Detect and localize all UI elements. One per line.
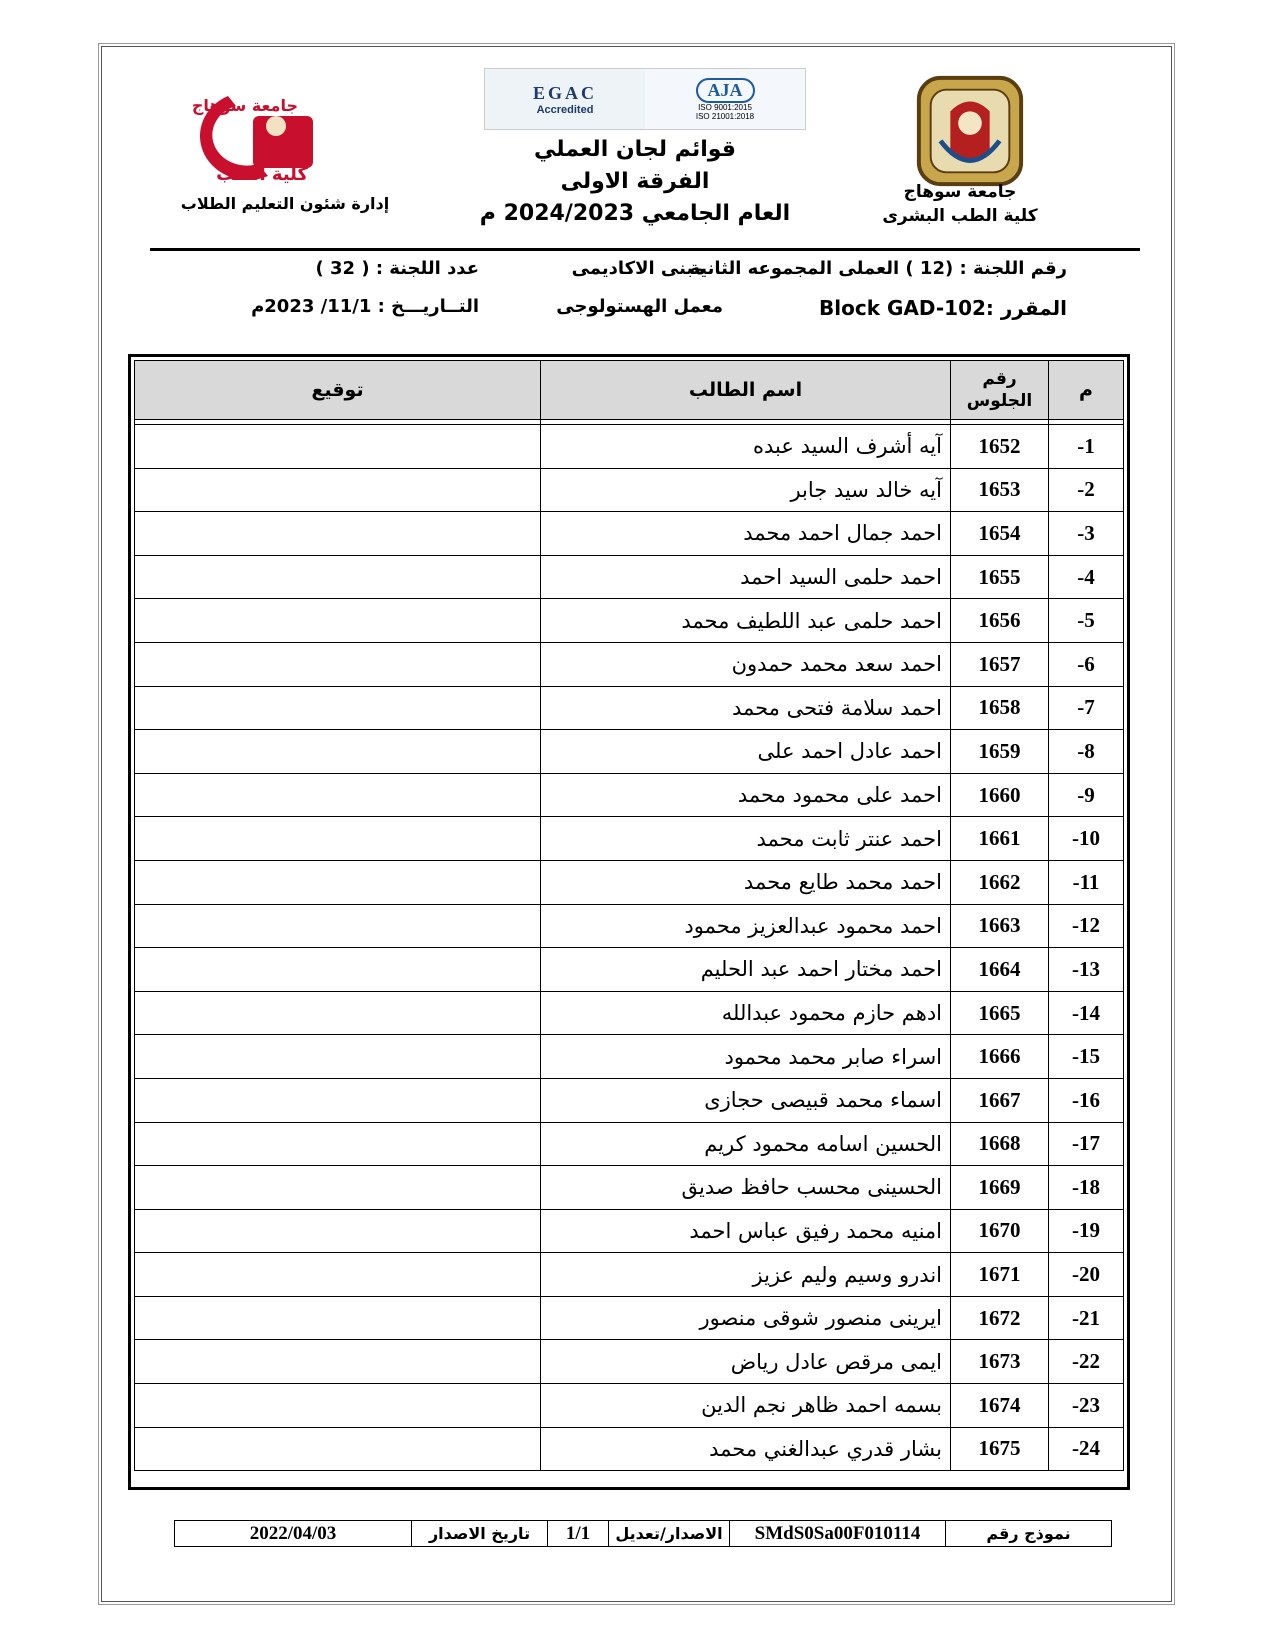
signature-cell[interactable] bbox=[135, 1253, 541, 1297]
student-name: احمد محمود عبدالعزيز محمود bbox=[541, 904, 951, 948]
table-row bbox=[135, 1384, 1124, 1428]
table-row bbox=[135, 1122, 1124, 1166]
row-index: -5 bbox=[1049, 599, 1124, 643]
table-row bbox=[135, 1166, 1124, 1210]
row-index: -11 bbox=[1049, 860, 1124, 904]
row-index: -6 bbox=[1049, 642, 1124, 686]
seat-number: 1668 bbox=[951, 1122, 1049, 1166]
table-row bbox=[135, 1078, 1124, 1122]
signature-cell[interactable] bbox=[135, 948, 541, 992]
student-name: ايمى مرقص عادل رياض bbox=[541, 1340, 951, 1384]
student-name: احمد مختار احمد عبد الحليم bbox=[541, 948, 951, 992]
student-name: احمد على محمود محمد bbox=[541, 773, 951, 817]
seat-number: 1670 bbox=[951, 1209, 1049, 1253]
seat-number: 1673 bbox=[951, 1340, 1049, 1384]
row-index: -20 bbox=[1049, 1253, 1124, 1297]
student-name: الحسينى محسب حافظ صديق bbox=[541, 1166, 951, 1210]
row-index: -23 bbox=[1049, 1384, 1124, 1428]
table-row bbox=[135, 1340, 1124, 1384]
seat-number: 1656 bbox=[951, 599, 1049, 643]
col-header-signature: توقيع bbox=[135, 361, 541, 420]
student-name: ايرينى منصور شوقى منصور bbox=[541, 1296, 951, 1340]
seat-number: 1672 bbox=[951, 1296, 1049, 1340]
signature-cell[interactable] bbox=[135, 730, 541, 774]
signature-cell[interactable] bbox=[135, 817, 541, 861]
table-row bbox=[135, 991, 1124, 1035]
issue-date-label: تاريخ الاصدار bbox=[411, 1521, 547, 1546]
student-name: احمد عادل احمد على bbox=[541, 730, 951, 774]
svg-text:جامعة سوهاج: جامعة سوهاج bbox=[191, 96, 298, 115]
seat-number: 1660 bbox=[951, 773, 1049, 817]
edition-label: الاصدار/تعديل bbox=[608, 1521, 729, 1546]
seat-number: 1661 bbox=[951, 817, 1049, 861]
seat-number: 1655 bbox=[951, 555, 1049, 599]
signature-cell[interactable] bbox=[135, 1166, 541, 1210]
seat-number: 1674 bbox=[951, 1384, 1049, 1428]
row-index: -4 bbox=[1049, 555, 1124, 599]
signature-cell[interactable] bbox=[135, 555, 541, 599]
form-footer bbox=[174, 1520, 1112, 1547]
student-name: احمد سعد محمد حمدون bbox=[541, 642, 951, 686]
table-row bbox=[135, 860, 1124, 904]
student-name: اندرو وسيم وليم عزيز bbox=[541, 1253, 951, 1297]
faculty-logo-icon bbox=[158, 76, 358, 186]
row-index: -10 bbox=[1049, 817, 1124, 861]
student-name: الحسين اسامه محمود كريم bbox=[541, 1122, 951, 1166]
seat-number: 1657 bbox=[951, 642, 1049, 686]
seat-number: 1663 bbox=[951, 904, 1049, 948]
student-name: ادهم حازم محمود عبدالله bbox=[541, 991, 951, 1035]
student-name: احمد سلامة فتحى محمد bbox=[541, 686, 951, 730]
table-row bbox=[135, 730, 1124, 774]
signature-cell[interactable] bbox=[135, 904, 541, 948]
seat-number: 1653 bbox=[951, 468, 1049, 512]
col-header-index: م bbox=[1049, 361, 1124, 420]
row-index: -18 bbox=[1049, 1166, 1124, 1210]
title-line1: قوائم لجان العملي bbox=[534, 137, 736, 162]
table-row bbox=[135, 1296, 1124, 1340]
signature-cell[interactable] bbox=[135, 773, 541, 817]
signature-cell[interactable] bbox=[135, 425, 541, 469]
student-name: اسماء محمد قبيصى حجازى bbox=[541, 1078, 951, 1122]
col-header-name: اسم الطالب bbox=[541, 361, 951, 420]
department-name: إدارة شئون التعليم الطلاب bbox=[180, 194, 390, 213]
seat-number: 1658 bbox=[951, 686, 1049, 730]
row-index: -7 bbox=[1049, 686, 1124, 730]
committee-number: رقم اللجنة : (12 ) العملى المجموعه الثانية bbox=[689, 258, 1067, 279]
lab-name: معمل الهستولوجى bbox=[556, 296, 723, 317]
col-header-seat: رقم الجلوس bbox=[951, 361, 1049, 420]
row-index: -24 bbox=[1049, 1427, 1124, 1471]
student-name: احمد حلمى عبد اللطيف محمد bbox=[541, 599, 951, 643]
student-name: احمد عنتر ثابت محمد bbox=[541, 817, 951, 861]
table-row bbox=[135, 555, 1124, 599]
row-index: -12 bbox=[1049, 904, 1124, 948]
seat-number: 1669 bbox=[951, 1166, 1049, 1210]
signature-cell[interactable] bbox=[135, 468, 541, 512]
table-row bbox=[135, 642, 1124, 686]
university-name: جامعة سوهاج bbox=[903, 182, 1017, 202]
seat-number: 1664 bbox=[951, 948, 1049, 992]
student-name: امنيه محمد رفيق عباس احمد bbox=[541, 1209, 951, 1253]
row-index: -3 bbox=[1049, 512, 1124, 556]
table-row bbox=[135, 904, 1124, 948]
seat-number: 1662 bbox=[951, 860, 1049, 904]
table-row bbox=[135, 1035, 1124, 1079]
table-row bbox=[135, 425, 1124, 469]
form-label: نموذج رقم bbox=[945, 1521, 1111, 1546]
table-row bbox=[135, 948, 1124, 992]
table-row bbox=[135, 817, 1124, 861]
issue-date: 2022/04/03 bbox=[249, 1522, 337, 1544]
table-row bbox=[135, 512, 1124, 556]
student-name: احمد حلمى السيد احمد bbox=[541, 555, 951, 599]
course: المقرر :Block GAD-102 bbox=[819, 296, 1067, 320]
signature-cell[interactable] bbox=[135, 642, 541, 686]
signature-cell[interactable] bbox=[135, 1427, 541, 1471]
student-name: احمد جمال احمد محمد bbox=[541, 512, 951, 556]
students-table bbox=[128, 354, 1130, 1490]
row-index: -19 bbox=[1049, 1209, 1124, 1253]
signature-cell[interactable] bbox=[135, 1384, 541, 1428]
row-index: -14 bbox=[1049, 991, 1124, 1035]
row-index: -8 bbox=[1049, 730, 1124, 774]
egac-logo: EGAC Accredited bbox=[485, 69, 645, 129]
student-name: آيه خالد سيد جابر bbox=[541, 468, 951, 512]
signature-cell[interactable] bbox=[135, 1035, 541, 1079]
faculty-name: كلية الطب البشرى bbox=[882, 206, 1038, 226]
table-row bbox=[135, 773, 1124, 817]
building: مبنى الاكاديمى bbox=[571, 258, 705, 279]
seat-number: 1666 bbox=[951, 1035, 1049, 1079]
header-rule bbox=[150, 248, 1140, 251]
table-row bbox=[135, 686, 1124, 730]
signature-cell[interactable] bbox=[135, 860, 541, 904]
table-row bbox=[135, 1427, 1124, 1471]
table-row bbox=[135, 468, 1124, 512]
aja-logo: AJA ISO 9001:2015 ISO 21001:2018 bbox=[645, 69, 805, 129]
signature-cell[interactable] bbox=[135, 1078, 541, 1122]
signature-cell[interactable] bbox=[135, 686, 541, 730]
seat-number: 1652 bbox=[951, 425, 1049, 469]
row-index: -2 bbox=[1049, 468, 1124, 512]
seat-number: 1667 bbox=[951, 1078, 1049, 1122]
university-seal-icon bbox=[911, 72, 1029, 190]
form-number: SMdS0Sa00F010114 bbox=[729, 1521, 945, 1546]
student-name: احمد محمد طايع محمد bbox=[541, 860, 951, 904]
title-line3: العام الجامعي 2024/2023 م bbox=[479, 201, 791, 226]
signature-cell[interactable] bbox=[135, 1122, 541, 1166]
signature-cell[interactable] bbox=[135, 599, 541, 643]
row-index: -13 bbox=[1049, 948, 1124, 992]
seat-number: 1654 bbox=[951, 512, 1049, 556]
seat-number: 1665 bbox=[951, 991, 1049, 1035]
row-index: -16 bbox=[1049, 1078, 1124, 1122]
signature-cell[interactable] bbox=[135, 1340, 541, 1384]
university-seal bbox=[905, 72, 1035, 194]
row-index: -17 bbox=[1049, 1122, 1124, 1166]
signature-cell[interactable] bbox=[135, 512, 541, 556]
signature-cell[interactable] bbox=[135, 1209, 541, 1253]
row-index: -22 bbox=[1049, 1340, 1124, 1384]
svg-text:كلية الطب: كلية الطب bbox=[216, 164, 308, 185]
faculty-logo bbox=[158, 76, 358, 186]
student-name: آيه أشرف السيد عبده bbox=[541, 425, 951, 469]
date: التــاريـــخ : 11/1/ 2023م bbox=[251, 296, 479, 317]
row-index: -9 bbox=[1049, 773, 1124, 817]
edition-value: 1/1 bbox=[547, 1521, 608, 1546]
committee-count: عدد اللجنة : ( 32 ) bbox=[315, 258, 479, 279]
table-row bbox=[135, 1209, 1124, 1253]
seat-number: 1675 bbox=[951, 1427, 1049, 1471]
signature-cell[interactable] bbox=[135, 1296, 541, 1340]
signature-cell[interactable] bbox=[135, 991, 541, 1035]
student-name: بشار قدري عبدالغني محمد bbox=[541, 1427, 951, 1471]
row-index: -15 bbox=[1049, 1035, 1124, 1079]
seat-number: 1659 bbox=[951, 730, 1049, 774]
student-name: بسمه احمد ظاهر نجم الدين bbox=[541, 1384, 951, 1428]
row-index: -21 bbox=[1049, 1296, 1124, 1340]
table-row bbox=[135, 1253, 1124, 1297]
student-name: اسراء صابر محمد محمود bbox=[541, 1035, 951, 1079]
seat-number: 1671 bbox=[951, 1253, 1049, 1297]
table-row bbox=[135, 599, 1124, 643]
title-line2: الفرقة الاولى bbox=[560, 169, 710, 194]
row-index: -1 bbox=[1049, 425, 1124, 469]
certification-logos bbox=[484, 68, 806, 130]
